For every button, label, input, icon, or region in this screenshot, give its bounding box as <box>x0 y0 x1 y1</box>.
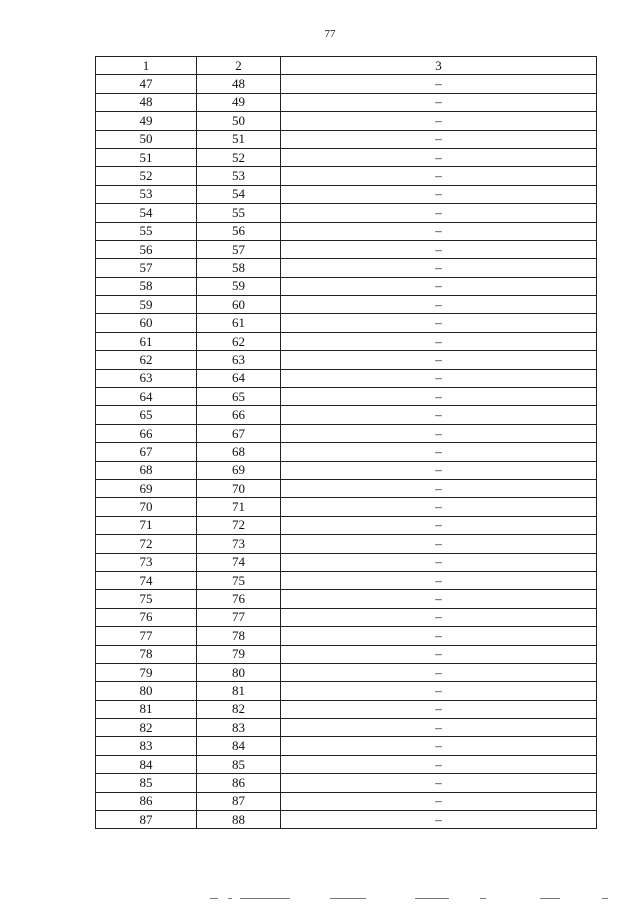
table-cell-col-3: – <box>281 553 597 571</box>
table-cell-col-3: – <box>281 811 597 829</box>
table-cell-col-1: 57 <box>96 259 197 277</box>
table-cell-col-3: – <box>281 259 597 277</box>
table-row <box>96 369 597 387</box>
table-cell-col-3: – <box>281 535 597 553</box>
table-row <box>96 296 597 314</box>
table-row <box>96 148 597 166</box>
data-table <box>95 56 597 829</box>
table-row <box>96 608 597 626</box>
table-cell-col-1: 67 <box>96 443 197 461</box>
table-cell-col-2: 61 <box>197 314 281 332</box>
column-header-3: 3 <box>281 57 597 75</box>
page-number: 77 <box>324 28 336 40</box>
table-cell-col-3: – <box>281 479 597 497</box>
table-row <box>96 516 597 534</box>
table-cell-col-2: 79 <box>197 645 281 663</box>
table-cell-col-3: – <box>281 369 597 387</box>
table-cell-col-2: 76 <box>197 590 281 608</box>
table-cell-col-3: – <box>281 75 597 93</box>
table-row <box>96 461 597 479</box>
table-row <box>96 737 597 755</box>
table-cell-col-1: 83 <box>96 737 197 755</box>
table-cell-col-2: 74 <box>197 553 281 571</box>
table-row <box>96 204 597 222</box>
table-cell-col-1: 85 <box>96 774 197 792</box>
table-cell-col-3: – <box>281 663 597 681</box>
table-cell-col-2: 84 <box>197 737 281 755</box>
table-row <box>96 443 597 461</box>
table-cell-col-2: 67 <box>197 424 281 442</box>
table-row <box>96 627 597 645</box>
table-cell-col-1: 48 <box>96 93 197 111</box>
table-row <box>96 314 597 332</box>
table-cell-col-1: 61 <box>96 332 197 350</box>
scan-artifact-marks <box>210 898 610 901</box>
table-row <box>96 388 597 406</box>
table-cell-col-2: 87 <box>197 792 281 810</box>
table-cell-col-1: 74 <box>96 571 197 589</box>
table-cell-col-2: 81 <box>197 682 281 700</box>
column-header-2: 2 <box>197 57 281 75</box>
table-cell-col-3: – <box>281 296 597 314</box>
table-cell-col-2: 48 <box>197 75 281 93</box>
table-row <box>96 811 597 829</box>
table-cell-col-2: 50 <box>197 112 281 130</box>
table-cell-col-2: 65 <box>197 388 281 406</box>
table-cell-col-2: 66 <box>197 406 281 424</box>
table-cell-col-1: 73 <box>96 553 197 571</box>
table-cell-col-1: 58 <box>96 277 197 295</box>
table-cell-col-1: 79 <box>96 663 197 681</box>
table-row <box>96 406 597 424</box>
table-row <box>96 222 597 240</box>
table-cell-col-2: 49 <box>197 93 281 111</box>
table-cell-col-3: – <box>281 645 597 663</box>
table-cell-col-2: 55 <box>197 204 281 222</box>
table-cell-col-1: 51 <box>96 148 197 166</box>
table-cell-col-2: 57 <box>197 240 281 258</box>
table-cell-col-2: 78 <box>197 627 281 645</box>
table-cell-col-3: – <box>281 590 597 608</box>
table-cell-col-3: – <box>281 351 597 369</box>
table-body <box>96 75 597 829</box>
table-cell-col-1: 53 <box>96 185 197 203</box>
table-cell-col-2: 52 <box>197 148 281 166</box>
table-row <box>96 645 597 663</box>
table-cell-col-3: – <box>281 424 597 442</box>
table-cell-col-2: 59 <box>197 277 281 295</box>
table-cell-col-3: – <box>281 93 597 111</box>
table-cell-col-2: 60 <box>197 296 281 314</box>
table-cell-col-1: 62 <box>96 351 197 369</box>
table-cell-col-1: 60 <box>96 314 197 332</box>
table-cell-col-3: – <box>281 627 597 645</box>
table-cell-col-1: 78 <box>96 645 197 663</box>
table-cell-col-3: – <box>281 682 597 700</box>
table-cell-col-3: – <box>281 461 597 479</box>
table-cell-col-2: 80 <box>197 663 281 681</box>
table-cell-col-2: 69 <box>197 461 281 479</box>
table-row <box>96 682 597 700</box>
table-cell-col-3: – <box>281 571 597 589</box>
table-cell-col-3: – <box>281 719 597 737</box>
table-cell-col-2: 70 <box>197 479 281 497</box>
table-cell-col-1: 82 <box>96 719 197 737</box>
table-cell-col-2: 72 <box>197 516 281 534</box>
table-row <box>96 93 597 111</box>
table-cell-col-3: – <box>281 498 597 516</box>
table-cell-col-1: 72 <box>96 535 197 553</box>
table-row <box>96 75 597 93</box>
table-cell-col-3: – <box>281 406 597 424</box>
table-cell-col-1: 56 <box>96 240 197 258</box>
table-cell-col-2: 73 <box>197 535 281 553</box>
table-row <box>96 663 597 681</box>
table-cell-col-3: – <box>281 314 597 332</box>
table-cell-col-1: 52 <box>96 167 197 185</box>
table-cell-col-2: 53 <box>197 167 281 185</box>
column-header-1: 1 <box>96 57 197 75</box>
table-cell-col-1: 59 <box>96 296 197 314</box>
table-cell-col-3: – <box>281 222 597 240</box>
table-cell-col-3: – <box>281 167 597 185</box>
table-row <box>96 535 597 553</box>
table-cell-col-2: 68 <box>197 443 281 461</box>
table-cell-col-3: – <box>281 737 597 755</box>
table-cell-col-1: 68 <box>96 461 197 479</box>
table-row <box>96 774 597 792</box>
table-cell-col-1: 86 <box>96 792 197 810</box>
table-cell-col-3: – <box>281 148 597 166</box>
table-cell-col-2: 54 <box>197 185 281 203</box>
table-row <box>96 590 597 608</box>
table-cell-col-1: 66 <box>96 424 197 442</box>
table-cell-col-1: 65 <box>96 406 197 424</box>
table-cell-col-3: – <box>281 204 597 222</box>
table-cell-col-1: 71 <box>96 516 197 534</box>
table-cell-col-1: 76 <box>96 608 197 626</box>
table-cell-col-1: 49 <box>96 112 197 130</box>
table-cell-col-3: – <box>281 516 597 534</box>
table-cell-col-2: 62 <box>197 332 281 350</box>
table-row <box>96 351 597 369</box>
table-cell-col-3: – <box>281 700 597 718</box>
table-cell-col-1: 69 <box>96 479 197 497</box>
table-cell-col-2: 56 <box>197 222 281 240</box>
table-row <box>96 332 597 350</box>
table-cell-col-2: 63 <box>197 351 281 369</box>
table-cell-col-3: – <box>281 443 597 461</box>
table-row <box>96 719 597 737</box>
table-row <box>96 185 597 203</box>
header-row <box>96 57 597 75</box>
table-cell-col-2: 77 <box>197 608 281 626</box>
table-row <box>96 424 597 442</box>
table-row <box>96 167 597 185</box>
table-cell-col-2: 64 <box>197 369 281 387</box>
table-cell-col-1: 64 <box>96 388 197 406</box>
table-cell-col-2: 82 <box>197 700 281 718</box>
table-cell-col-3: – <box>281 112 597 130</box>
table-cell-col-2: 71 <box>197 498 281 516</box>
table-row <box>96 700 597 718</box>
table-row <box>96 755 597 773</box>
table-cell-col-1: 47 <box>96 75 197 93</box>
table-cell-col-1: 87 <box>96 811 197 829</box>
table-cell-col-3: – <box>281 185 597 203</box>
table-cell-col-1: 54 <box>96 204 197 222</box>
table-row <box>96 792 597 810</box>
table-cell-col-3: – <box>281 792 597 810</box>
table-row <box>96 130 597 148</box>
table-row <box>96 112 597 130</box>
table-cell-col-2: 88 <box>197 811 281 829</box>
table-cell-col-2: 51 <box>197 130 281 148</box>
table-cell-col-3: – <box>281 332 597 350</box>
table-cell-col-3: – <box>281 608 597 626</box>
table-cell-col-1: 75 <box>96 590 197 608</box>
table-cell-col-3: – <box>281 240 597 258</box>
table-row <box>96 571 597 589</box>
table-cell-col-2: 85 <box>197 755 281 773</box>
table-row <box>96 259 597 277</box>
table-cell-col-3: – <box>281 130 597 148</box>
table-cell-col-2: 83 <box>197 719 281 737</box>
table-cell-col-1: 80 <box>96 682 197 700</box>
table-header <box>96 57 597 75</box>
table-cell-col-2: 58 <box>197 259 281 277</box>
table-cell-col-1: 70 <box>96 498 197 516</box>
table-cell-col-2: 75 <box>197 571 281 589</box>
table-row <box>96 240 597 258</box>
table-cell-col-1: 63 <box>96 369 197 387</box>
table-cell-col-3: – <box>281 755 597 773</box>
table-cell-col-3: – <box>281 277 597 295</box>
table-cell-col-2: 86 <box>197 774 281 792</box>
table-row <box>96 479 597 497</box>
table-row <box>96 277 597 295</box>
table-cell-col-1: 84 <box>96 755 197 773</box>
table-cell-col-3: – <box>281 388 597 406</box>
table-cell-col-1: 50 <box>96 130 197 148</box>
table-row <box>96 498 597 516</box>
table-row <box>96 553 597 571</box>
table-cell-col-1: 81 <box>96 700 197 718</box>
table-cell-col-3: – <box>281 774 597 792</box>
table-cell-col-1: 77 <box>96 627 197 645</box>
table-cell-col-1: 55 <box>96 222 197 240</box>
